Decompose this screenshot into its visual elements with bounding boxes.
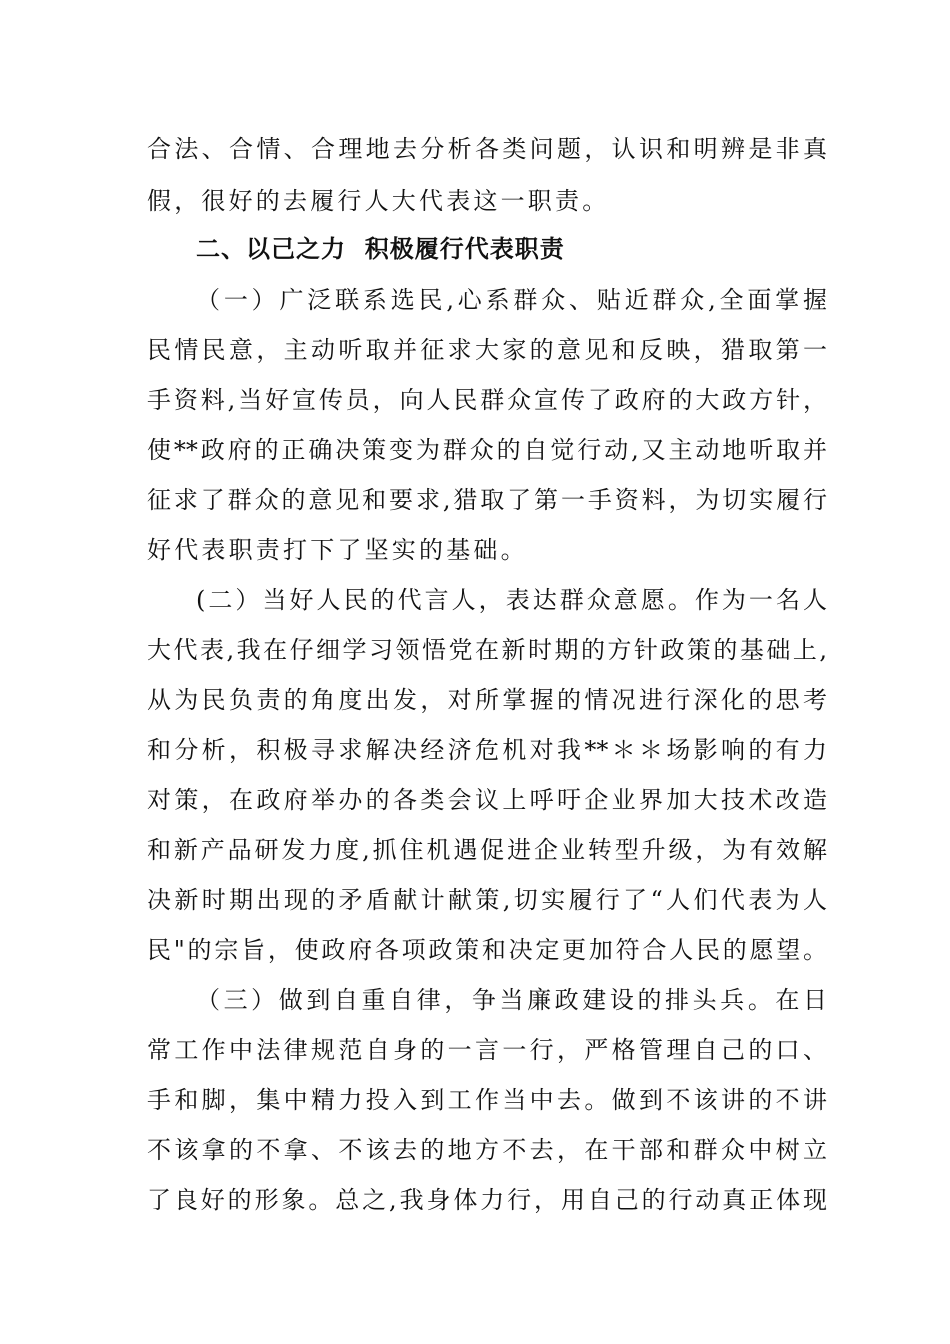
text-line: 大代表,我在仔细学习领悟党在新时期的方针政策的基础上, [147,636,827,664]
text-line: 对策，在政府举办的各类会议上呼吁企业界加大技术改造 [147,786,827,814]
text-line: 决新时期出现的矛盾献计献策,切实履行了“人们代表为人 [147,886,827,914]
section-heading: 二、以己之力 积极履行代表职责 [196,235,565,263]
text-line: 和分析，积极寻求解决经济危机对我**＊＊场影响的有力 [147,736,827,764]
text-line: 民"的宗旨，使政府各项政策和决定更加符合人民的愿望。 [147,936,827,964]
text-line: 征求了群众的意见和要求,猎取了第一手资料，为切实履行 [147,486,827,514]
text-line: 合法、合情、合理地去分析各类问题，认识和明辨是非真 [147,135,827,163]
text-line: 和新产品研发力度,抓住机遇促进企业转型升级，为有效解 [147,836,827,864]
text-line: 从为民负责的角度出发，对所掌握的情况进行深化的思考 [147,686,827,714]
text-line: 了良好的形象。总之,我身体力行，用自己的行动真正体现 [147,1186,827,1214]
text-line: 手和脚，集中精力投入到工作当中去。做到不该讲的不讲 [147,1086,827,1114]
paragraph-start-line: (二）当好人民的代言人，表达群众意愿。作为一名人 [196,586,827,614]
text-line: 假，很好的去履行人大代表这一职责。 [147,187,610,215]
text-line: 好代表职责打下了坚实的基础。 [147,536,528,564]
paragraph-start-line: （一）广泛联系选民,心系群众、贴近群众,全面掌握 [196,286,827,314]
text-line: 使**政府的正确决策变为群众的自觉行动,又主动地听取并 [147,436,827,464]
text-line: 手资料,当好宣传员，向人民群众宣传了政府的大政方针， [147,386,827,414]
text-line: 民情民意，主动听取并征求大家的意见和反映，猎取第一 [147,336,827,364]
paragraph-start-line: （三）做到自重自律，争当廉政建设的排头兵。在日 [196,986,827,1014]
text-line: 不该拿的不拿、不该去的地方不去，在干部和群众中树立 [147,1136,827,1164]
text-line: 常工作中法律规范自身的一言一行，严格管理自己的口、 [147,1036,827,1064]
